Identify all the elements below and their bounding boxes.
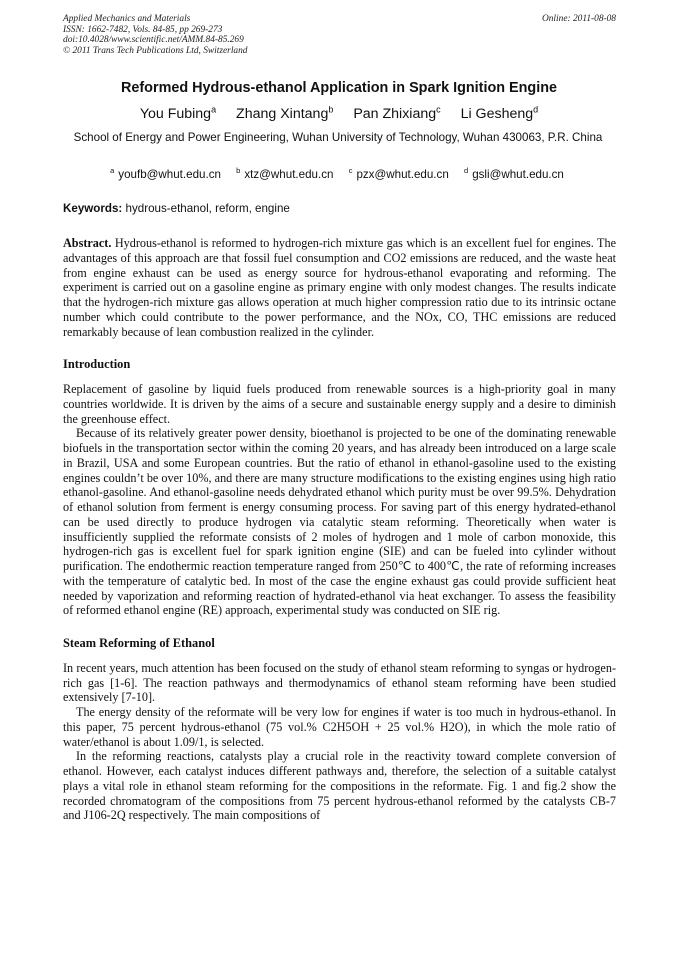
email[interactable]: $^d$ gsli@whut.edu.cn	[464, 166, 564, 181]
abstract	[63, 236, 616, 339]
paragraph: In recent years, much attention has been focused on the study of ethanol steam reforming to syngas or hydrogen-rich gas [1-6]. The reaction pathways and thermodynamics of ethanol steam reforming have been studied extensively [7-10].	[63, 660, 616, 705]
section-heading-steam-reforming: Steam Reforming of Ethanol	[63, 636, 215, 650]
doi-line: doi:10.4028/www.scientific.net/AMM.84-85.269	[63, 35, 244, 46]
email[interactable]: $^a$ youfb@whut.edu.cn	[110, 166, 221, 181]
email-list	[0, 166, 678, 181]
paragraph: Because of its relatively greater power density, bioethanol is projected to be one of the dominating renewable biofuels in the transportation sector within the coming 20 years, and has already been introduced on a large scale in Brazil, USA and some European countries. But the ratio of ethanol in ethanol-gasoline used to the existing engines couldn’t be over 10%, and there are many structure modifications to the existing engines using high ratio ethanol-gasoline. And ethanol-gasoline needs dehydrated ethanol which purity must be over 99.5%. Dehydration of ethanol solution from ferment is energy consuming process. For saving part of this energy hydrated-ethanol can be used directly to produce hydrogen via catalytic steam reforming. Theoretically when water is insufficiently supplied the reformate consists of 2 moles of hydrogen and 1 mole of carbon monoxide, this hydrogen-rich gas is excellent fuel for spark ignition engine (SIE) and can be fueled into cylinder without purification. The endothermic reaction temperature ranged from 250℃ to 400℃, the rate of reforming increases with the temperature of catalytic bed. In most of the case the engine exhaust gas could provide sufficient heat needed by vaporization and reforming reaction of hydrated-ethanol via heat exchanger. To assess the feasibility of reformed ethanol engine (RE) approach, experimental study was conducted on SIE rig.	[63, 426, 616, 618]
keywords-text: hydrous-ethanol, reform, engine	[125, 202, 290, 215]
online-date: Online: 2011-08-08	[541, 14, 616, 24]
paper-body	[63, 236, 616, 823]
author: You Fubing$^a$	[139, 104, 217, 122]
keywords-label: Keywords:	[63, 202, 123, 215]
email[interactable]: $^b$ xtz@whut.edu.cn	[236, 166, 334, 181]
journal-name: Applied Mechanics and Materials	[63, 14, 191, 24]
abstract-label: Abstract.	[63, 236, 112, 250]
keywords	[63, 202, 290, 215]
affiliation: School of Energy and Power Engineering, Wuhan University of Technology, Wuhan 430063, P.R. China	[73, 131, 603, 144]
paragraph: The energy density of the reformate will be very low for engines if water is too much in hydrous-ethanol. In this paper, 75 percent hydrous-ethanol (75 vol.% C2H5OH + 25 vol.% H2O), in which the mole ratio of water/ethanol is about 1.09/1, is selected.	[63, 705, 616, 749]
author-list	[0, 104, 678, 122]
paragraph: Replacement of gasoline by liquid fuels produced from renewable sources is a high-priority goal in many countries worldwide. It is driven by the aims of a secure and sustainable energy supply and a desire to diminish the greenhouse effect.	[63, 382, 616, 426]
paper-title: Reformed Hydrous-ethanol Application in Spark Ignition Engine	[120, 80, 557, 96]
author: Pan Zhixiang$^c$	[353, 104, 441, 122]
author: Zhang Xintang$^b$	[236, 104, 334, 122]
section-heading-introduction: Introduction	[63, 357, 131, 372]
email[interactable]: $^c$ pzx@whut.edu.cn	[348, 166, 449, 181]
paragraph: In the reforming reactions, catalysts play a crucial role in the reactivity toward complete conversion of ethanol. However, each catalyst induces different pathways and, therefore, the selection of a suitable catalyst plays a vital role in ethanol steam reforming for the compositions in the reformate. Fig. 1 and fig.2 show the recorded chromatogram of the compositions from 75 percent hydrous-ethanol reformed by the catalysts CB-7 and J106-2Q respectively. The main compositions of	[63, 749, 616, 823]
copyright-line: © 2011 Trans Tech Publications Ltd, Switzerland	[63, 45, 248, 56]
journal-header	[63, 14, 616, 56]
issn-line: ISSN: 1662-7482, Vols. 84-85, pp 269-273	[63, 24, 223, 35]
abstract-text: Hydrous-ethanol is reformed to hydrogen-rich mixture gas which is an excellent fuel for engines. The advantages of this approach are that fossil fuel consumption and CO2 emissions are reduced, and the waste heat from engine exhaust can be used as energy source for hydrous-ethanol evaporating and reforming. The experiment is carried out on a gasoline engine as primary engine with only modest changes. The results indicate that the hydrogen-rich mixture gas allows operation at much higher compression ratio due to its intrinsic octane number which could contribute to the power performance, and the NOx, CO, THC emissions are reduced remarkably because of lean combustion realized in the cylinder.	[63, 236, 617, 339]
author: Li Gesheng$^d$	[460, 104, 539, 122]
